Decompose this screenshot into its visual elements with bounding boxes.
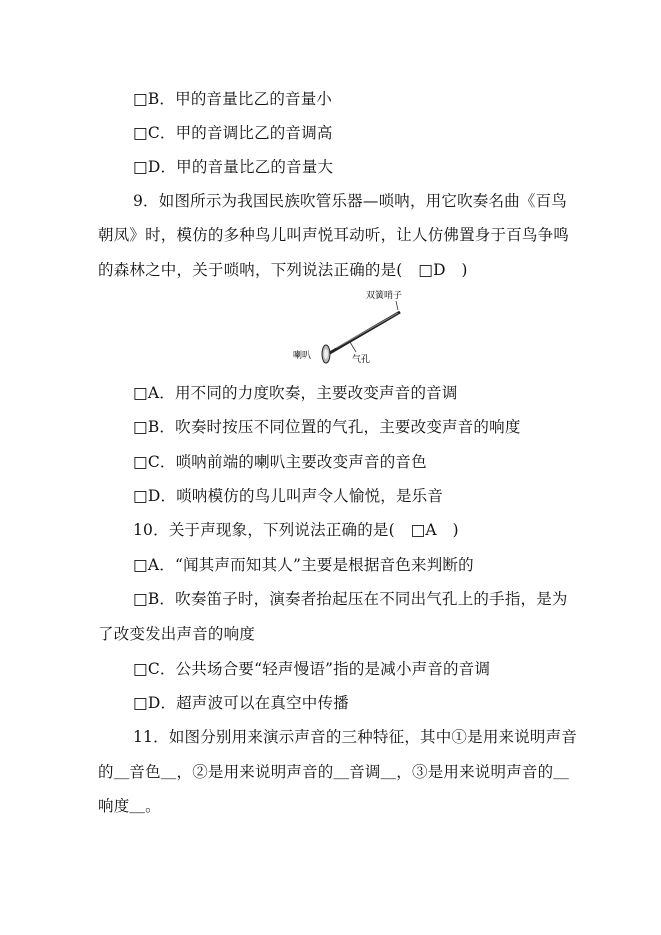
- line-q10-c: □C．公共场合要“轻声慢语”指的是减小声音的音调: [133, 660, 491, 678]
- line-q10-stem: 10．关于声现象，下列说法正确的是( □A ): [133, 521, 459, 539]
- line-q9-stem-3: 的森林之中，关于唢呐，下列说法正确的是( □D ): [98, 261, 468, 279]
- hole-pointer: [350, 342, 356, 352]
- line-q9-stem-2: 朝凤》时，模仿的多种鸟儿叫声悦耳动听，让人仿佛置身于百鸟争鸣: [98, 226, 570, 244]
- line-q10-b-2: 了改变发出声音的响度: [98, 625, 256, 643]
- figure-label-hole: 气孔: [352, 355, 371, 365]
- line-q9-stem-1: 9．如图所示为我国民族吹管乐器—唢呐，用它吹奏名曲《百鸟: [133, 192, 567, 210]
- line-q9-c: □C．唢呐前端的喇叭主要改变声音的音色: [133, 453, 427, 471]
- line-q8-c: □C．甲的音调比乙的音调高: [133, 124, 333, 142]
- figure-label-reed: 双簧哨子: [366, 291, 403, 301]
- line-q9-d: □D．唢呐模仿的鸟儿叫声令人愉悦，是乐音: [133, 487, 444, 505]
- suona-bell-inner: [324, 349, 328, 359]
- reed-pointer: [396, 301, 398, 310]
- suona-figure: [288, 288, 418, 366]
- line-q10-d: □D．超声波可以在真空中传播: [133, 694, 349, 712]
- line-q8-b: □B．甲的音量比乙的音量小: [133, 90, 333, 108]
- line-q8-d: □D．甲的音量比乙的音量大: [133, 158, 334, 176]
- figure-label-bell: 喇叭: [293, 351, 312, 361]
- line-q11-stem-1: 11．如图分别用来演示声音的三种特征，其中①是用来说明声音: [133, 728, 578, 746]
- line-q9-a: □A．用不同的力度吹奏，主要改变声音的音调: [133, 384, 458, 402]
- line-q10-b-1: □B．吹奏笛子时，演奏者抬起压在不同出气孔上的手指，是为: [133, 590, 568, 608]
- line-q9-b: □B．吹奏时按压不同位置的气孔，主要改变声音的响度: [133, 418, 521, 436]
- line-q10-a: □A．“闻其声而知其人”主要是根据音色来判断的: [133, 556, 474, 574]
- line-q11-stem-3: 响度＿。: [98, 797, 161, 815]
- suona-pipe-highlight: [336, 313, 398, 348]
- line-q11-stem-2: 的＿音色＿，②是用来说明声音的＿音调＿，③是用来说明声音的＿: [98, 763, 570, 781]
